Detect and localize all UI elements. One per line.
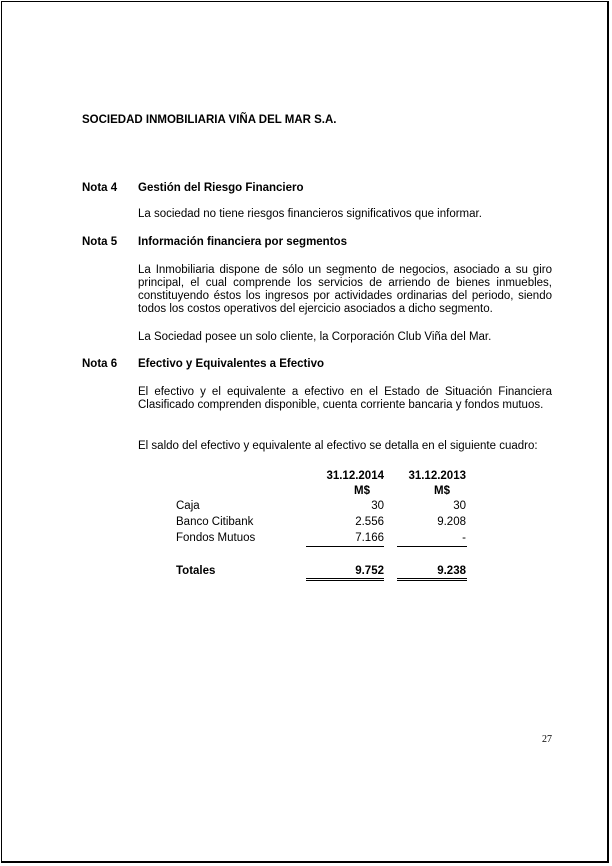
nota5-number: Nota 5 — [82, 236, 118, 248]
table-header-2014 — [307, 469, 384, 499]
totals-2014: 9.752 — [355, 565, 384, 577]
table-header-2014-date: 31.12.2014 — [326, 470, 384, 482]
nota6-title: Efectivo y Equivalentes a Efectivo — [138, 358, 324, 370]
nota5-paragraph-1: La Inmobiliaria dispone de sólo un segmento de negocios, asociado a su giro principal, el cual comprende los servicios de arriendo de bienes inmuebles, constituyendo éstos los ingresos por actividades ordinarias del periodo, siendo todos los costos operativos del ejercicio asociados a dicho segmento. — [138, 264, 552, 315]
nota4-title: Gestión del Riesgo Financiero — [138, 182, 304, 194]
nota5-title: Información financiera por segmentos — [138, 236, 347, 248]
table-header-2014-unit: M$ — [354, 485, 370, 497]
nota4-text: La sociedad no tiene riesgos financieros significativos que informar. — [138, 208, 482, 220]
table-cell-2013: 9.208 — [437, 516, 466, 528]
table-cell-2014: 30 — [371, 500, 384, 512]
nota5-paragraph-2: La Sociedad posee un solo cliente, la Corporación Club Viña del Mar. — [138, 331, 492, 343]
subtotal-rule-2013 — [397, 546, 467, 547]
table-cell-2014: 7.166 — [355, 532, 384, 544]
table-cell-2013: - — [462, 532, 466, 544]
nota4-number: Nota 4 — [82, 182, 118, 194]
table-row-label: Caja — [176, 500, 200, 512]
table-header-2013-date: 31.12.2013 — [408, 470, 466, 482]
page-number: 27 — [542, 734, 552, 745]
table-cell-2013: 30 — [453, 500, 466, 512]
document-page — [1, 1, 609, 863]
table-header-2013 — [398, 469, 466, 499]
table-row-label: Fondos Mutuos — [176, 532, 256, 544]
subtotal-rule-2014 — [306, 546, 384, 547]
totals-2013: 9.238 — [437, 565, 466, 577]
table-row-label: Banco Citibank — [176, 516, 254, 528]
totals-label: Totales — [176, 565, 216, 577]
nota6-paragraph-2: El saldo del efectivo y equivalente al efectivo se detalla en el siguiente cuadro: — [138, 440, 538, 452]
table-header-2013-unit: M$ — [434, 485, 450, 497]
company-name: SOCIEDAD INMOBILIARIA VIÑA DEL MAR S.A. — [82, 114, 337, 126]
nota6-number: Nota 6 — [82, 358, 118, 370]
total-double-rule-2014 — [306, 578, 384, 581]
table-cell-2014: 2.556 — [355, 516, 384, 528]
total-double-rule-2013 — [397, 578, 467, 581]
nota6-paragraph-1: El efectivo y el equivalente a efectivo en el Estado de Situación Financiera Clasificado comprenden disponible, cuenta corriente bancaria y fondos mutuos. — [138, 386, 552, 411]
